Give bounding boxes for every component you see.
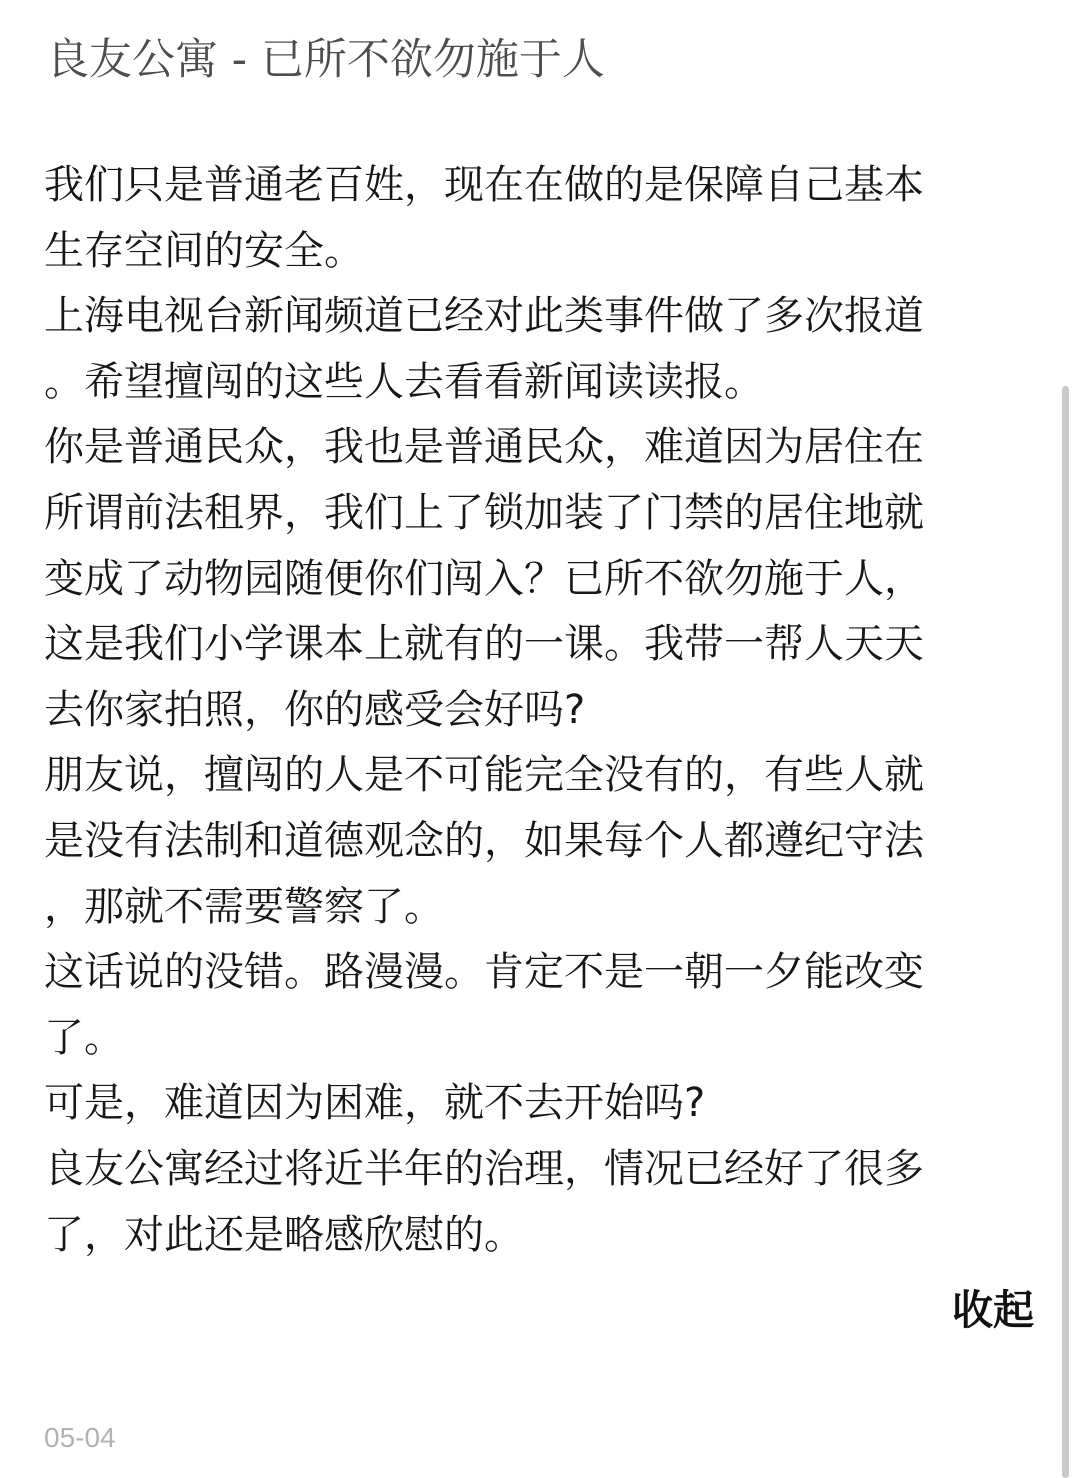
body-line: 上海电视台新闻频道已经对此类事件做了多次报道 xyxy=(44,293,924,340)
body-line: 了。 xyxy=(44,1014,124,1061)
body-line: 这是我们小学课本上就有的一课。我带一帮人天天 xyxy=(44,621,924,668)
body-line: 你是普通民众，我也是普通民众，难道因为居住在 xyxy=(44,424,924,471)
body-line: 生存空间的安全。 xyxy=(44,227,364,274)
body-line: 朋友说，擅闯的人是不可能完全没有的，有些人就 xyxy=(44,752,924,799)
body-line: 可是，难道因为困难，就不去开始吗? xyxy=(44,1080,706,1127)
body-line: 。希望擅闯的这些人去看看新闻读读报。 xyxy=(44,358,764,405)
body-line: 变成了动物园随便你们闯入？已所不欲勿施于人， xyxy=(44,555,924,602)
body-line: 所谓前法租界，我们上了锁加装了门禁的居住地就 xyxy=(44,489,924,536)
body-line: 良友公寓经过将近半年的治理，情况已经好了很多 xyxy=(44,1145,924,1192)
body-line: ，那就不需要警察了。 xyxy=(44,883,444,930)
body-line: 我们只是普通老百姓，现在在做的是保障自己基本 xyxy=(44,162,924,208)
body-line: 了，对此还是略感欣慰的。 xyxy=(44,1211,524,1258)
post-title: 良友公寓 - 已所不欲勿施于人 xyxy=(46,35,605,85)
post-timestamp: 05-04 xyxy=(44,1422,116,1453)
collapse-button[interactable]: 收起 xyxy=(952,1286,1034,1334)
body-line: 这话说的没错。路漫漫。肯定不是一朝一夕能改变 xyxy=(44,949,924,996)
body-line: 是没有法制和道德观念的，如果每个人都遵纪守法 xyxy=(44,817,924,864)
post-body xyxy=(44,153,1024,1268)
body-line: 去你家拍照，你的感受会好吗? xyxy=(44,686,586,733)
scrollbar[interactable] xyxy=(1062,386,1069,1478)
